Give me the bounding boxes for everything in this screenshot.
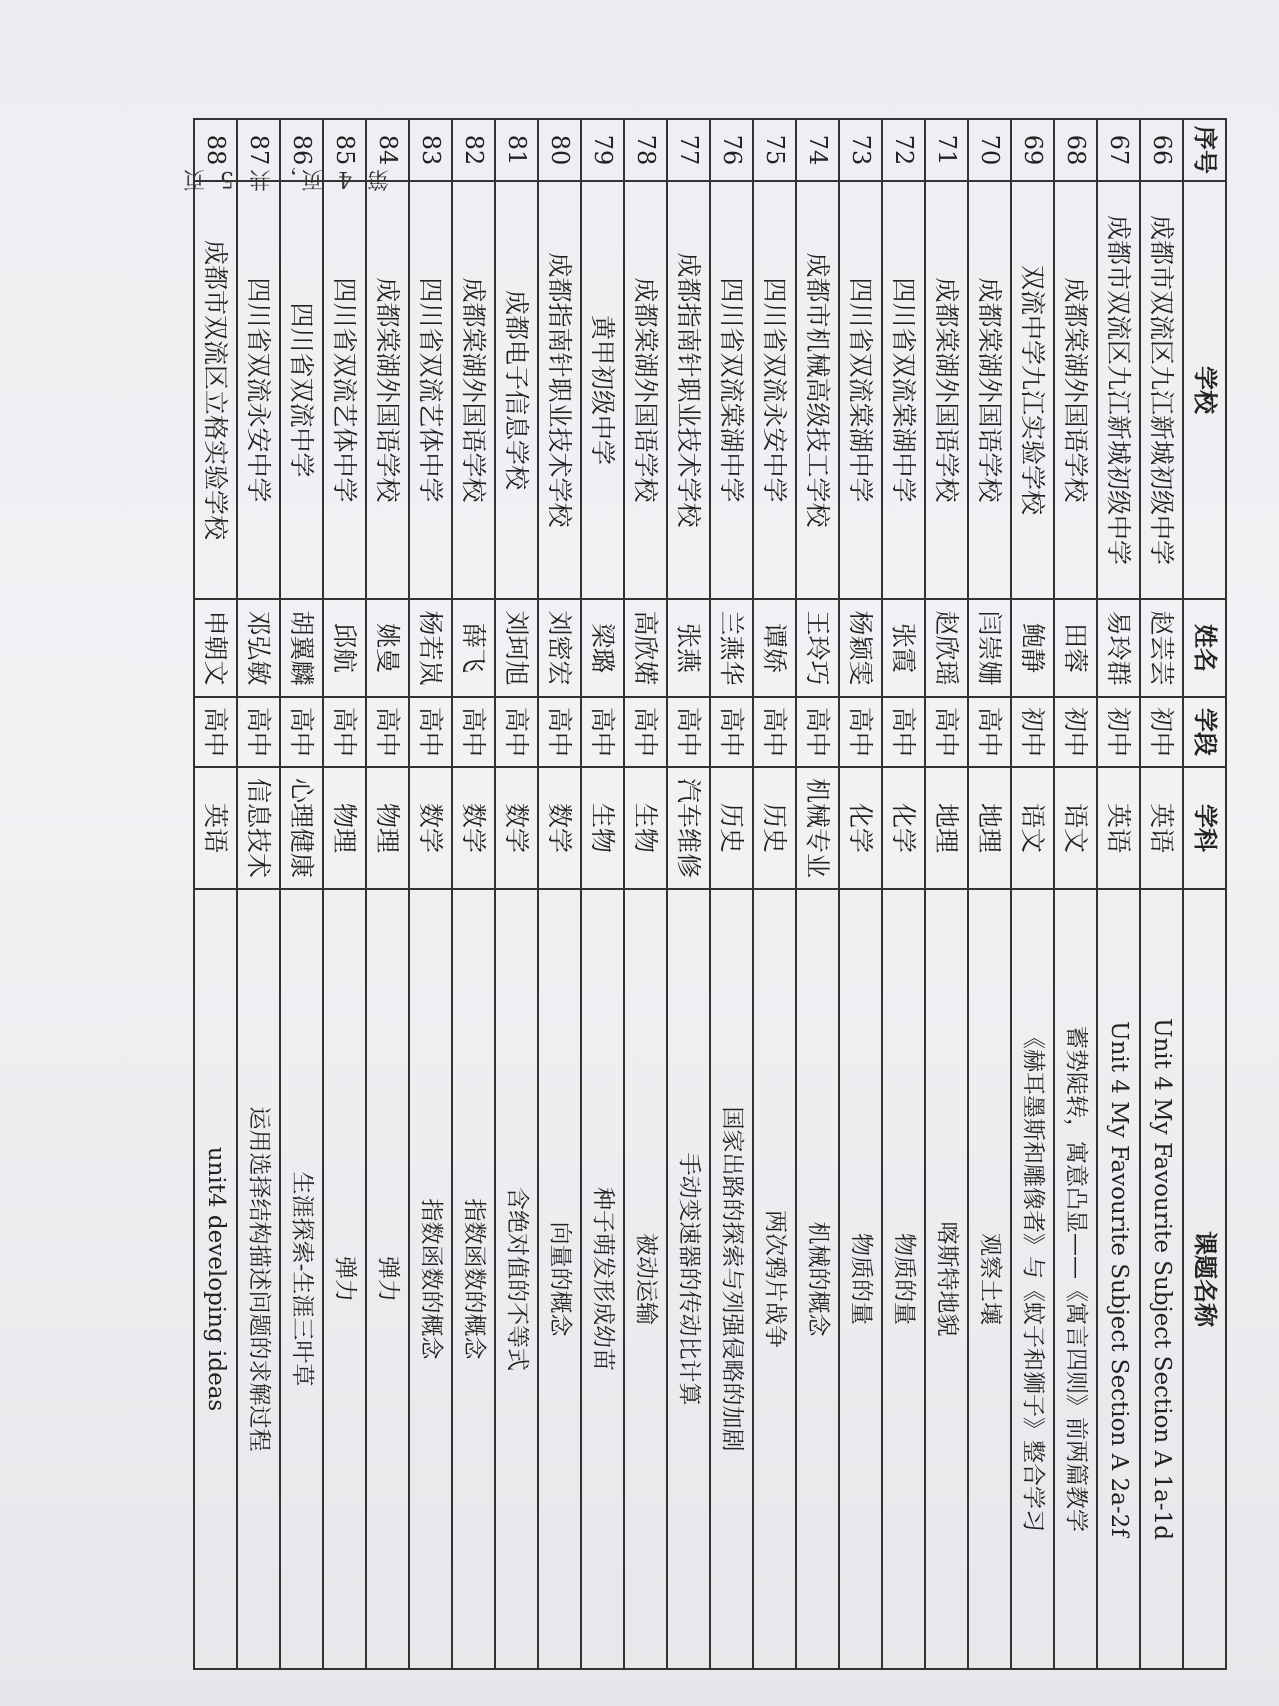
- cell-name: 鲍静: [1011, 599, 1054, 697]
- cell-school: 成都市双流区九江新城初级中学: [1097, 181, 1140, 599]
- cell-subject: 化学: [882, 767, 925, 889]
- cell-num: 79: [581, 119, 624, 181]
- cell-school: 成都棠湖外国语学校: [624, 181, 667, 599]
- cell-name: 胡翼麟: [280, 599, 323, 697]
- cell-subject: 英语: [194, 767, 237, 889]
- cell-stage: 初中: [1140, 697, 1183, 767]
- cell-name: 谭娇: [753, 599, 796, 697]
- cell-school: 成都电子信息学校: [495, 181, 538, 599]
- cell-subject: 数学: [452, 767, 495, 889]
- cell-name: 赵欣瑶: [925, 599, 968, 697]
- cell-topic: 含绝对值的不等式: [495, 889, 538, 1669]
- cell-school: 成都棠湖外国语学校: [366, 181, 409, 599]
- cell-topic: 生涯探索-生涯三叶草: [280, 889, 323, 1669]
- cell-school: 成都市机械高级技工学校: [796, 181, 839, 599]
- table-row: [839, 119, 882, 1669]
- cell-subject: 地理: [925, 767, 968, 889]
- cell-num: 83: [409, 119, 452, 181]
- cell-subject: 历史: [710, 767, 753, 889]
- header-school: 学校: [1183, 181, 1226, 599]
- cell-subject: 生物: [624, 767, 667, 889]
- cell-name: 姚曼: [366, 599, 409, 697]
- cell-school: 四川省双流棠湖中学: [710, 181, 753, 599]
- cell-topic: 物质的量: [839, 889, 882, 1669]
- cell-school: 成都棠湖外国语学校: [925, 181, 968, 599]
- table-row: [796, 119, 839, 1669]
- cell-topic: 向量的概念: [538, 889, 581, 1669]
- table-row: [366, 119, 409, 1669]
- table-row: [925, 119, 968, 1669]
- cell-stage: 高中: [968, 697, 1011, 767]
- cell-school: 成都指南针职业技术学校: [667, 181, 710, 599]
- cell-subject: 英语: [1097, 767, 1140, 889]
- cell-stage: 高中: [194, 697, 237, 767]
- cell-topic: unit4 developing ideas: [194, 889, 237, 1669]
- cell-topic: 喀斯特地貌: [925, 889, 968, 1669]
- cell-topic: Unit 4 My Favourite Subject Section A 2a-2f: [1097, 889, 1140, 1669]
- cell-stage: 高中: [624, 697, 667, 767]
- cell-subject: 语文: [1054, 767, 1097, 889]
- header-topic: 课题名称: [1183, 889, 1226, 1669]
- cell-school: 成都市双流区九江新城初级中学: [1140, 181, 1183, 599]
- cell-name: 易玲群: [1097, 599, 1140, 697]
- cell-num: 88: [194, 119, 237, 181]
- cell-stage: 高中: [538, 697, 581, 767]
- cell-school: 四川省双流永安中学: [237, 181, 280, 599]
- cell-num: 76: [710, 119, 753, 181]
- cell-topic: 弹力: [323, 889, 366, 1669]
- table-row: [409, 119, 452, 1669]
- cell-stage: 高中: [366, 697, 409, 767]
- cell-stage: 高中: [667, 697, 710, 767]
- header-subject: 学科: [1183, 767, 1226, 889]
- cell-topic: 手动变速器的传动比计算: [667, 889, 710, 1669]
- cell-subject: 物理: [323, 767, 366, 889]
- page-footer: [169, 156, 389, 216]
- cell-num: 69: [1011, 119, 1054, 181]
- table-row: [753, 119, 796, 1669]
- cell-topic: 《赫耳墨斯和雕像者》与《蚊子和狮子》整合学习: [1011, 889, 1054, 1669]
- cell-subject: 心理健康: [280, 767, 323, 889]
- cell-name: 邓弘敏: [237, 599, 280, 697]
- cell-subject: 历史: [753, 767, 796, 889]
- cell-num: 71: [925, 119, 968, 181]
- cell-stage: 高中: [409, 697, 452, 767]
- cell-stage: 高中: [753, 697, 796, 767]
- cell-topic: 指数函数的概念: [452, 889, 495, 1669]
- cell-num: 75: [753, 119, 796, 181]
- cell-num: 72: [882, 119, 925, 181]
- cell-num: 80: [538, 119, 581, 181]
- cell-num: 77: [667, 119, 710, 181]
- cell-stage: 高中: [280, 697, 323, 767]
- cell-num: 87: [237, 119, 280, 181]
- cell-school: 黄甲初级中学: [581, 181, 624, 599]
- table-body: [194, 119, 1183, 1669]
- table-row: [194, 119, 237, 1669]
- table-row: [538, 119, 581, 1669]
- cell-topic: 两次鸦片战争: [753, 889, 796, 1669]
- cell-subject: 汽车维修: [667, 767, 710, 889]
- table-row: [452, 119, 495, 1669]
- cell-name: 赵芸芸: [1140, 599, 1183, 697]
- cell-name: 刘密宏: [538, 599, 581, 697]
- cell-stage: 高中: [237, 697, 280, 767]
- cell-stage: 高中: [581, 697, 624, 767]
- cell-school: 四川省双流艺体中学: [409, 181, 452, 599]
- cell-name: 刘珂旭: [495, 599, 538, 697]
- cell-stage: 初中: [1011, 697, 1054, 767]
- cell-school: 成都棠湖外国语学校: [452, 181, 495, 599]
- header-name: 姓名: [1183, 599, 1226, 697]
- cell-name: 王玲巧: [796, 599, 839, 697]
- cell-school: 四川省双流艺体中学: [323, 181, 366, 599]
- cell-name: 兰燕华: [710, 599, 753, 697]
- cell-school: 四川省双流棠湖中学: [882, 181, 925, 599]
- cell-school: 成都市双流区立格实验学校: [194, 181, 237, 599]
- cell-num: 67: [1097, 119, 1140, 181]
- cell-school: 成都棠湖外国语学校: [1054, 181, 1097, 599]
- cell-name: 高欣婼: [624, 599, 667, 697]
- cell-subject: 地理: [968, 767, 1011, 889]
- cell-stage: 高中: [796, 697, 839, 767]
- cell-topic: 弹力: [366, 889, 409, 1669]
- cell-subject: 数学: [495, 767, 538, 889]
- table-row: [1140, 119, 1183, 1669]
- cell-name: 梁璐: [581, 599, 624, 697]
- cell-topic: 种子萌发形成幼苗: [581, 889, 624, 1669]
- cell-name: 杨颖雯: [839, 599, 882, 697]
- cell-topic: 运用选择结构描述问题的求解过程: [237, 889, 280, 1669]
- cell-topic: 指数函数的概念: [409, 889, 452, 1669]
- header-num: 序号: [1183, 119, 1226, 181]
- cell-topic: Unit 4 My Favourite Subject Section A 1a-1d: [1140, 889, 1183, 1669]
- cell-stage: 高中: [323, 697, 366, 767]
- table-row: [968, 119, 1011, 1669]
- cell-school: 四川省双流棠湖中学: [839, 181, 882, 599]
- table-row: [1097, 119, 1140, 1669]
- cell-num: 68: [1054, 119, 1097, 181]
- cell-topic: 观察土壤: [968, 889, 1011, 1669]
- cell-num: 85: [323, 119, 366, 181]
- cell-num: 78: [624, 119, 667, 181]
- cell-stage: 高中: [710, 697, 753, 767]
- cell-school: 四川省双流永安中学: [753, 181, 796, 599]
- cell-num: 66: [1140, 119, 1183, 181]
- table-row: [624, 119, 667, 1669]
- table-header-row: [1183, 119, 1226, 1669]
- cell-num: 70: [968, 119, 1011, 181]
- table-row: [323, 119, 366, 1669]
- cell-stage: 高中: [452, 697, 495, 767]
- cell-school: 四川省双流中学: [280, 181, 323, 599]
- table-row: [667, 119, 710, 1669]
- cell-subject: 英语: [1140, 767, 1183, 889]
- rotated-page: [132, 118, 1227, 1668]
- cell-name: 邱航: [323, 599, 366, 697]
- cell-name: 申朝文: [194, 599, 237, 697]
- table-row: [237, 119, 280, 1669]
- cell-topic: 国家出路的探索与列强侵略的加剧: [710, 889, 753, 1669]
- table-row: [280, 119, 323, 1669]
- cell-subject: 物理: [366, 767, 409, 889]
- table-row: [581, 119, 624, 1669]
- cell-num: 82: [452, 119, 495, 181]
- cell-topic: 物质的量: [882, 889, 925, 1669]
- cell-num: 86: [280, 119, 323, 181]
- table-row: [495, 119, 538, 1669]
- cell-school: 成都棠湖外国语学校: [968, 181, 1011, 599]
- cell-num: 73: [839, 119, 882, 181]
- cell-name: 田蓉: [1054, 599, 1097, 697]
- cell-stage: 高中: [925, 697, 968, 767]
- header-stage: 学段: [1183, 697, 1226, 767]
- cell-subject: 机械专业: [796, 767, 839, 889]
- cell-subject: 生物: [581, 767, 624, 889]
- cell-name: 杨若岚: [409, 599, 452, 697]
- cell-stage: 初中: [1097, 697, 1140, 767]
- cell-topic: 被动运输: [624, 889, 667, 1669]
- cell-topic: 蓄势陡转，寓意凸显——《寓言四则》前两篇教学: [1054, 889, 1097, 1669]
- cell-school: 成都指南针职业技术学校: [538, 181, 581, 599]
- cell-num: 84: [366, 119, 409, 181]
- cell-stage: 初中: [1054, 697, 1097, 767]
- cell-name: 张燕: [667, 599, 710, 697]
- table-row: [1054, 119, 1097, 1669]
- table-row: [710, 119, 753, 1669]
- cell-subject: 信息技术: [237, 767, 280, 889]
- cell-name: 张霞: [882, 599, 925, 697]
- cell-name: 闫崇姗: [968, 599, 1011, 697]
- schedule-table: [193, 118, 1227, 1670]
- cell-subject: 数学: [409, 767, 452, 889]
- cell-topic: 机械的概念: [796, 889, 839, 1669]
- page-number-label: 第 4 页，共 5 页: [179, 166, 389, 191]
- cell-stage: 高中: [839, 697, 882, 767]
- cell-stage: 高中: [495, 697, 538, 767]
- cell-name: 薛飞: [452, 599, 495, 697]
- cell-subject: 化学: [839, 767, 882, 889]
- table-row: [1011, 119, 1054, 1669]
- cell-stage: 高中: [882, 697, 925, 767]
- cell-subject: 数学: [538, 767, 581, 889]
- cell-num: 81: [495, 119, 538, 181]
- cell-subject: 语文: [1011, 767, 1054, 889]
- cell-school: 双流中学九江实验学校: [1011, 181, 1054, 599]
- table-row: [882, 119, 925, 1669]
- cell-num: 74: [796, 119, 839, 181]
